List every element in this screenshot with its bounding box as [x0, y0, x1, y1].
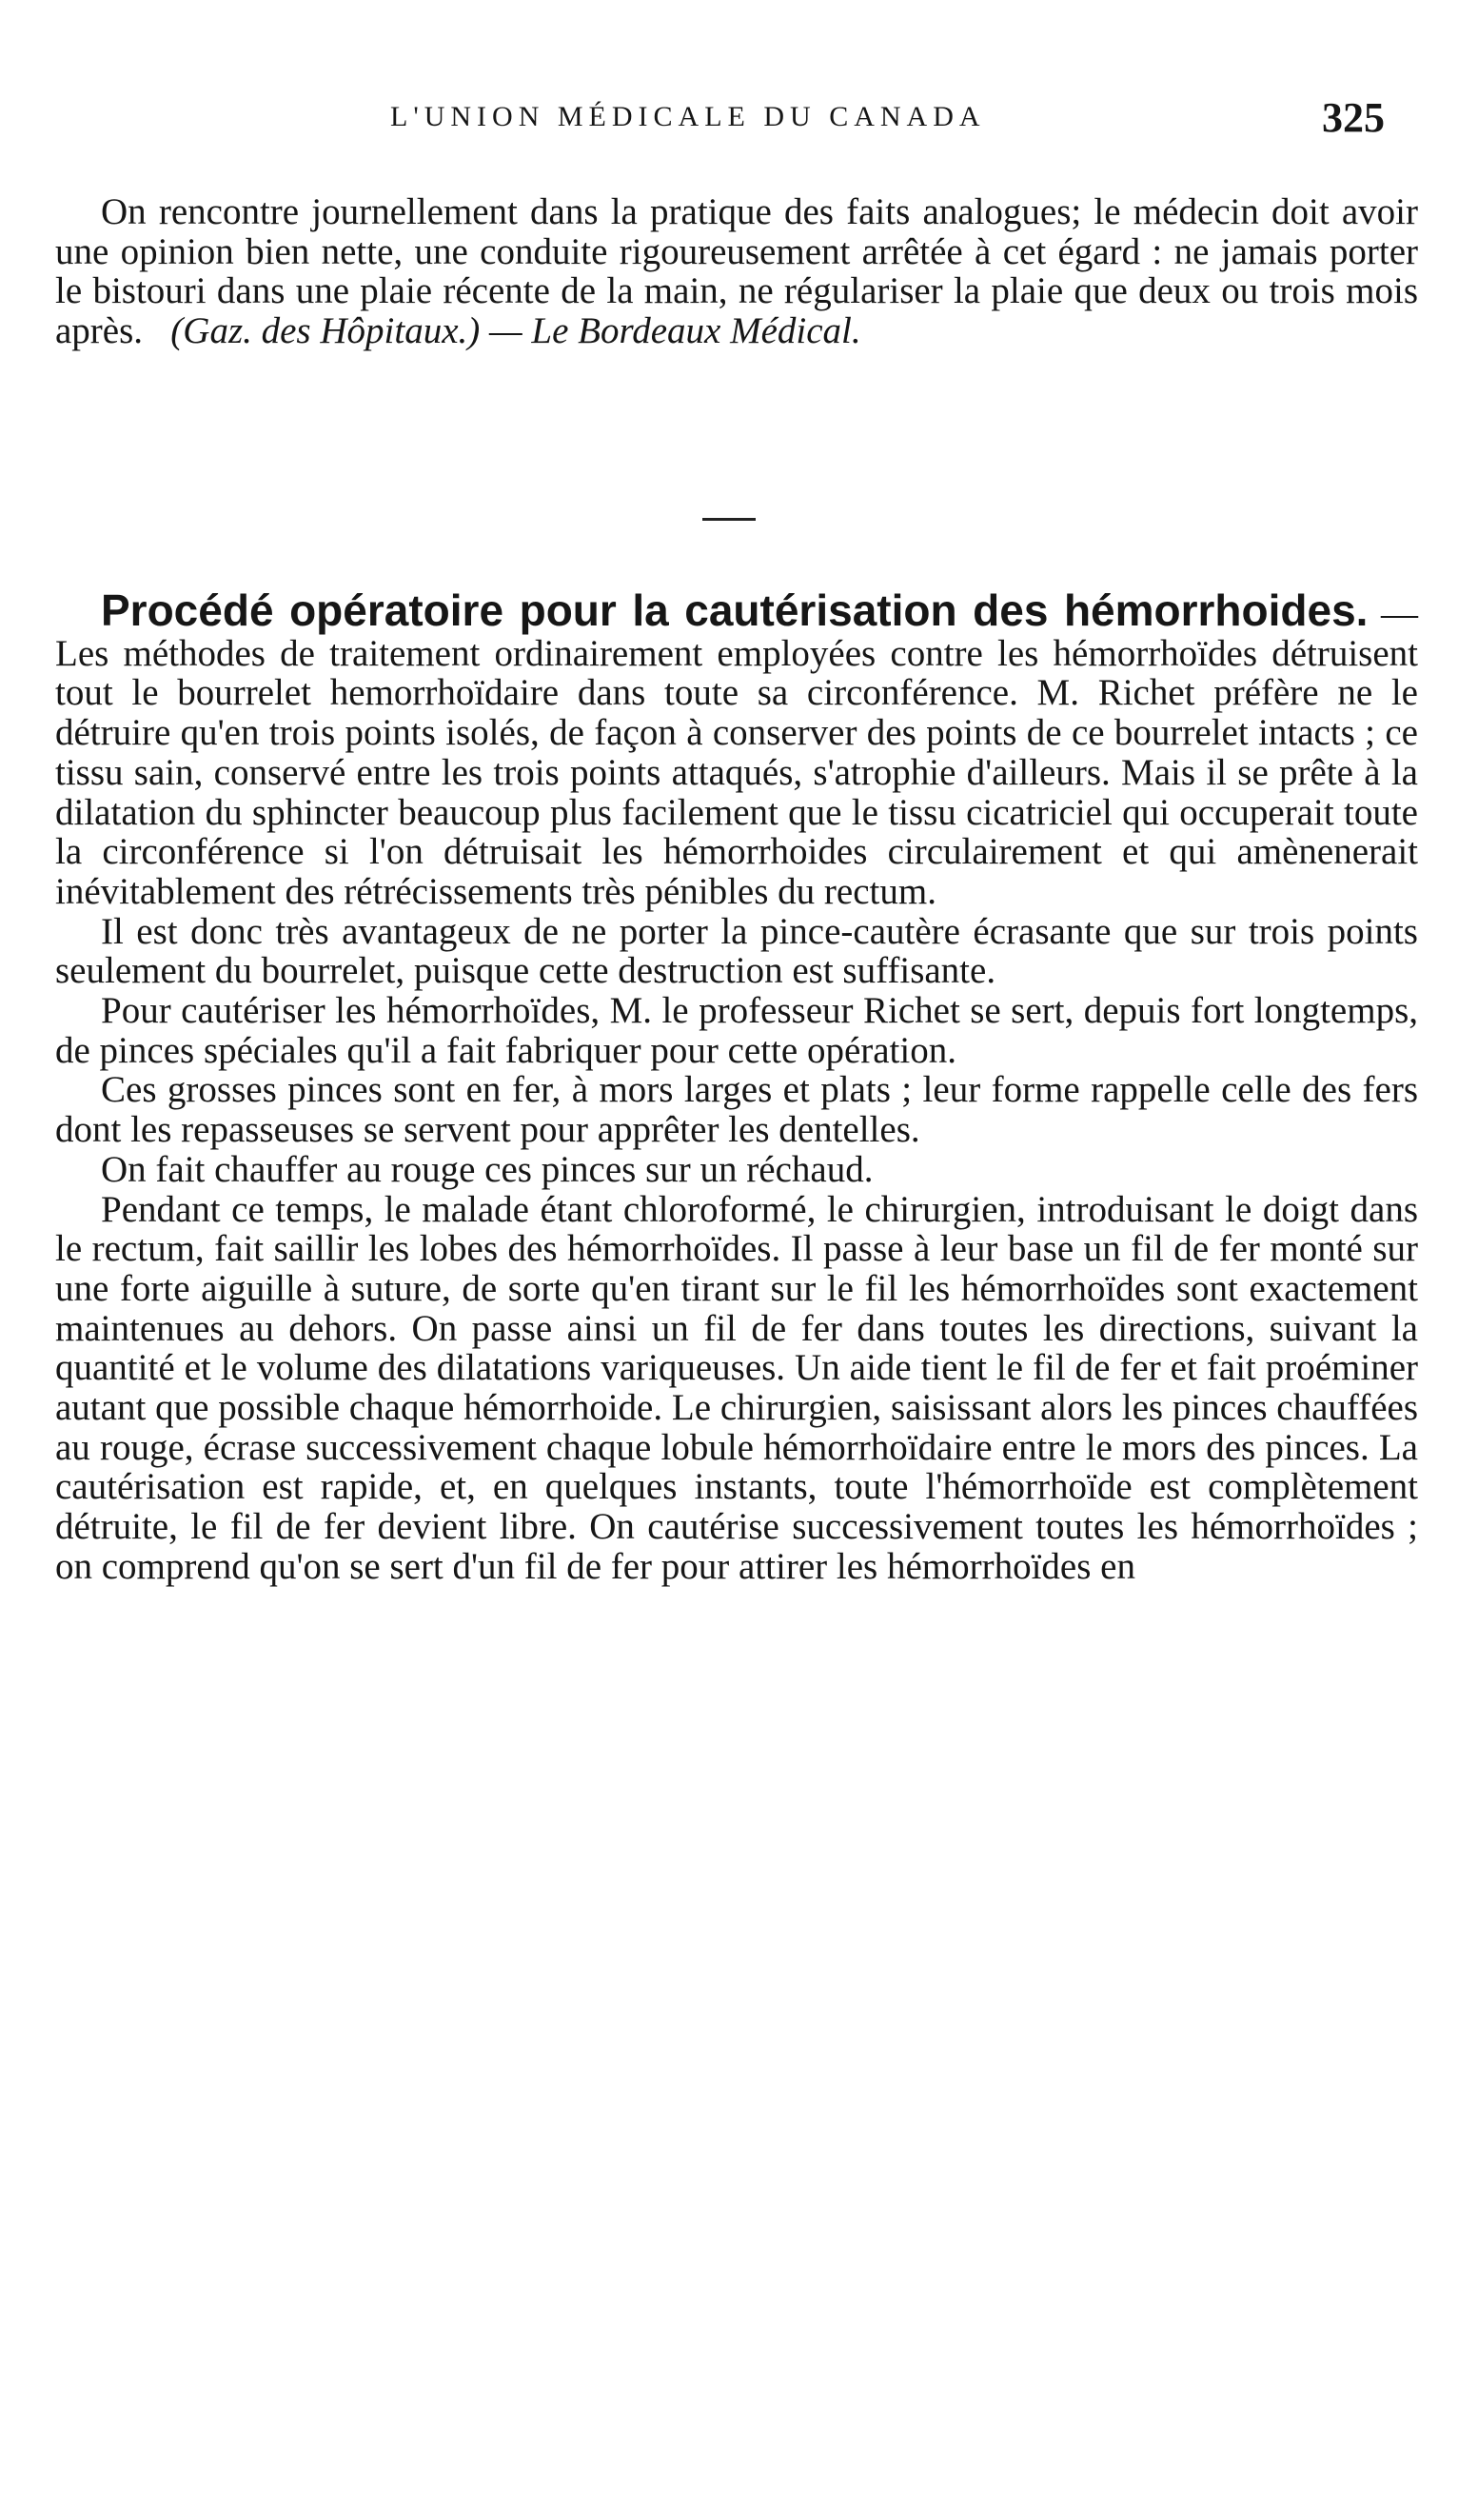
- article-paragraph: Pendant ce temps, le malade étant chloroformé, le chirurgien, introduisant le doigt dans le rectum, fait saillir les lobes des hémorrhoïdes. Il passe à leur base un fil de fer monté sur une forte aiguille à suture, de sorte qu'en tirant sur le fil les hémorrhoïdes sont exactement maintenues au dehors. On passe ainsi un fil de fer dans toutes les directions, suivant la quantité et le volume des dilatations variqueuses. Un aide tient le fil de fer et fait proéminer autant que possible chaque hémorrhoide. Le chirurgien, saisissant alors les pinces chauffées au rouge, écrase successivement chaque lobule hémorrhoïdaire entre le mors des pinces. La cautérisation est rapide, et, en quelques instants, toute l'hémorrhoïde est complètement détruite, le fil de fer devient libre. On cautérise successivement toutes les hémorrhoïdes ; on comprend qu'on se sert d'un fil de fer pour attirer les hémorrhoïdes en: [55, 1188, 1418, 1587]
- article-paragraph: On fait chauffer au rouge ces pinces sur un réchaud.: [101, 1148, 874, 1190]
- article-lead-text: — Les méthodes de traitement ordinairement employées contre les hémorrhoïdes détruisent tout le bourrelet hemorrhoïdaire dans toute sa circonférence. M. Richet préfère ne le détruire qu'en trois points isolés, de façon à conserver des points de ce bourrelet intacts ; ce tissu sain, conservé entre les trois points attaqués, s'atrophie d'ailleurs. Mais il se prête à la dilatation du sphincter beaucoup plus facilement que le tissu cicatriciel qui occuperait toute la circonférence si l'on détruisait les hémorrhoides circulairement et qui amènenerait inévitablement des rétrécissements très pénibles du rectum.: [55, 593, 1418, 912]
- article-paragraph: Il est donc très avantageux de ne porter la pince-cautère écrasante que sur trois points seulement du bourrelet, puisque cette destruction est suffisante.: [55, 910, 1418, 992]
- article-lead-paragraph: [55, 585, 1418, 912]
- section-separator: [702, 518, 756, 521]
- page-number: 325: [1322, 94, 1385, 141]
- running-title: L'UNION MÉDICALE DU CANADA: [390, 101, 986, 132]
- intro-paragraph: [55, 192, 1418, 351]
- article-section: [55, 585, 1418, 1587]
- article-paragraph: Ces grosses pinces sont en fer, à mors larges et plats ; leur forme rappelle celle des fers dont les repasseuses se servent pour apprêter les dentelles.: [55, 1069, 1418, 1151]
- intro-section: [55, 192, 1418, 351]
- article-title: Procédé opératoire pour la cautérisation des hémorrhoides.: [101, 585, 1369, 635]
- page-header: [0, 93, 1478, 150]
- intro-source: (Gaz. des Hôpitaux.) — Le Bordeaux Médical.: [170, 310, 861, 352]
- article-paragraph: Pour cautériser les hémorrhoïdes, M. le professeur Richet se sert, depuis fort longtemps, de pinces spéciales qu'il a fait fabriquer pour cette opération.: [55, 990, 1418, 1071]
- intro-text: On rencontre journellement dans la pratique des faits analogues; le médecin doit avoir une opinion bien nette, une conduite rigoureusement arrêtée à cet égard : ne jamais porter le bistouri dans une plaie récente de la main, ne régulariser la plaie que deux ou trois mois après.: [55, 191, 1418, 352]
